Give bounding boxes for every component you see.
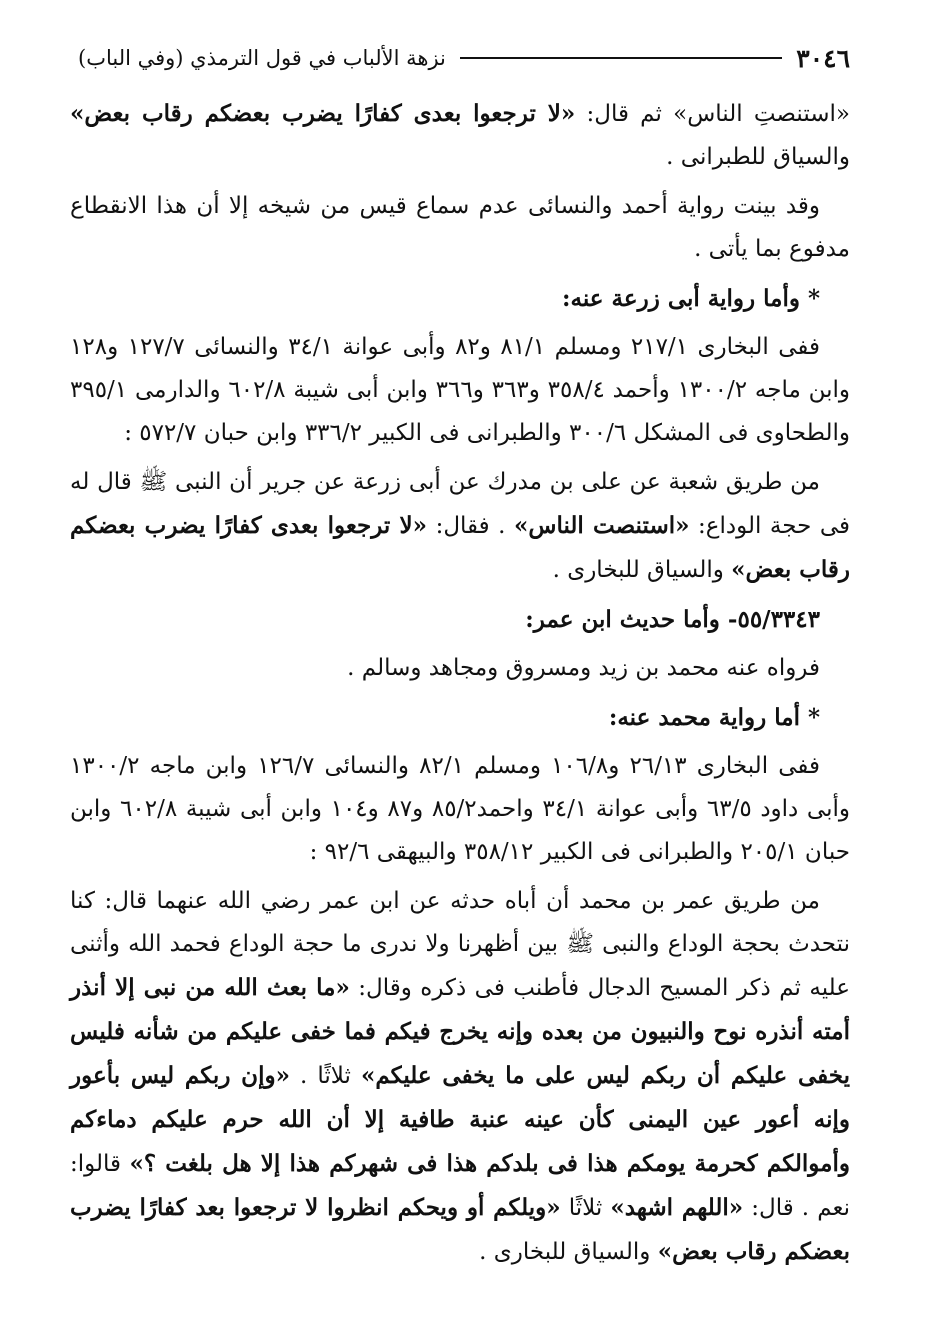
hadith-quote: «وإن ربكم ليس بأعور وإنه أعور عين اليمنى كأن عينه عنبة طافية إلا أن الله حرم عليكم دماءكم وأموالكم كحرمة يومكم هذا فى بلدكم هذا فى شهركم هذا إلا هل بلغت ؟» [70,1062,850,1177]
source-note: والسياق للبخارى . [552,557,732,583]
page-number: ٣٠٤٦ [796,43,850,73]
hadith-quote: «استنصت الناس» [514,512,690,539]
paragraph-references: ففى البخارى ٢٦/١٣ و١٠٦/٨ ومسلم ٨٢/١ والنسائى ١٢٦/٧ وابن ماجه ١٣٠٠/٢ وأبى داود ٦٣/٥ وأبى عوانة ٣٤/١ واحمد٨٥/٢ و٨٧ و١٠٤ وابن أبى شيبة ٦٠٢/٨ وابن حبان ٢٠٥/١ والطبرانى فى الكبير ٣٥٨/١٢ والبيهقى ٩٢/٦ : [70,753,850,865]
hadith-quote: «ما بعث الله من نبى إلا أنذر أمته أنذره نوح والنبيون من بعده وإنه يخرج فيكم فما خفى عليكم من شأنه فليس يخفى عليكم أن ربكم ليس على ما يخفى عليكم» [70,974,850,1089]
hadith-quote: «لا ترجعوا بعدى كفارًا يضرب بعضكم رقاب بعض» [70,100,576,127]
section-heading-ibn-umar: ٥٥/٣٣٤٣- وأما حديث ابن عمر: [525,606,820,633]
paragraph-hadith [70,880,850,1274]
source-note: والسياق للطبرانى . [666,144,850,170]
section-heading-abu-zura: * وأما رواية أبى زرعة عنه: [562,285,820,312]
paragraph-chain [70,461,850,592]
section-heading-muhammad: * أما رواية محمد عنه: [608,704,820,731]
chain-text: . فقال: [427,513,515,539]
running-title: نزهة الألباب في قول الترمذي (وفي الباب) [78,46,446,70]
hadith-quote: «لا ترجعوا بعدى كفارًا يضرب بعضكم رقاب بعض» [70,512,850,583]
page-body [70,92,850,1280]
paragraph-note: وقد بينت رواية أحمد والنسائى عدم سماع قيس من شيخه إلا أن هذا الانقطاع مدفوع بما يأتى . [70,193,850,262]
source-note: والسياق للبخارى . [479,1239,658,1265]
hadith-quote: «ويلكم أو ويحكم انظروا لا ترجعوا بعد كفارًا يضرب بعضكم رقاب بعض» [70,1194,850,1265]
chain-text: من طريق شعبة عن على بن مدرك عن أبى زرعة عن جرير أن النبى ﷺ قال له فى حجة الوداع: [70,469,850,539]
quote-text: «استنصتِ الناس» ثم قال: [575,101,850,127]
chain-text: من طريق عمر بن محمد أن أباه حدثه عن ابن عمر رضي الله عنهما قال: كنا نتحدث بحجة الوداع والنبى ﷺ بين أظهرنا ولا ندرى ما حجة الوداع فحمد الله وأثنى عليه ثم ذكر المسيح الدجال فأطنب فى ذكره وقال: [70,888,850,1001]
paragraph-references: ففى البخارى ٢١٧/١ ومسلم ٨١/١ و٨٢ وأبى عوانة ٣٤/١ والنسائى ١٢٧/٧ و١٢٨ وابن ماجه ١٣٠٠/٢ وأحمد ٣٥٨/٤ و٣٦٣ و٣٦٦ وابن أبى شيبة ٦٠٢/٨ والدارمى ٣٩٥/١ والطحاوى فى المشكل ٣٠٠/٦ والطبرانى فى الكبير ٣٣٦/٢ وابن حبان ٥٧٢/٧ : [70,334,851,446]
paragraph-continuation [70,92,850,179]
hadith-quote: «اللهم اشهد» [610,1194,744,1221]
running-header [78,40,850,76]
chain-text: ثلاثًا . [289,1063,361,1089]
header-rule [460,57,782,59]
chain-text: قالوا: نعم . قال: [70,1151,851,1221]
paragraph-narrators: فرواه عنه محمد بن زيد ومسروق ومجاهد وسالم . [347,655,820,681]
chain-text: ثلاثًا [560,1195,611,1221]
